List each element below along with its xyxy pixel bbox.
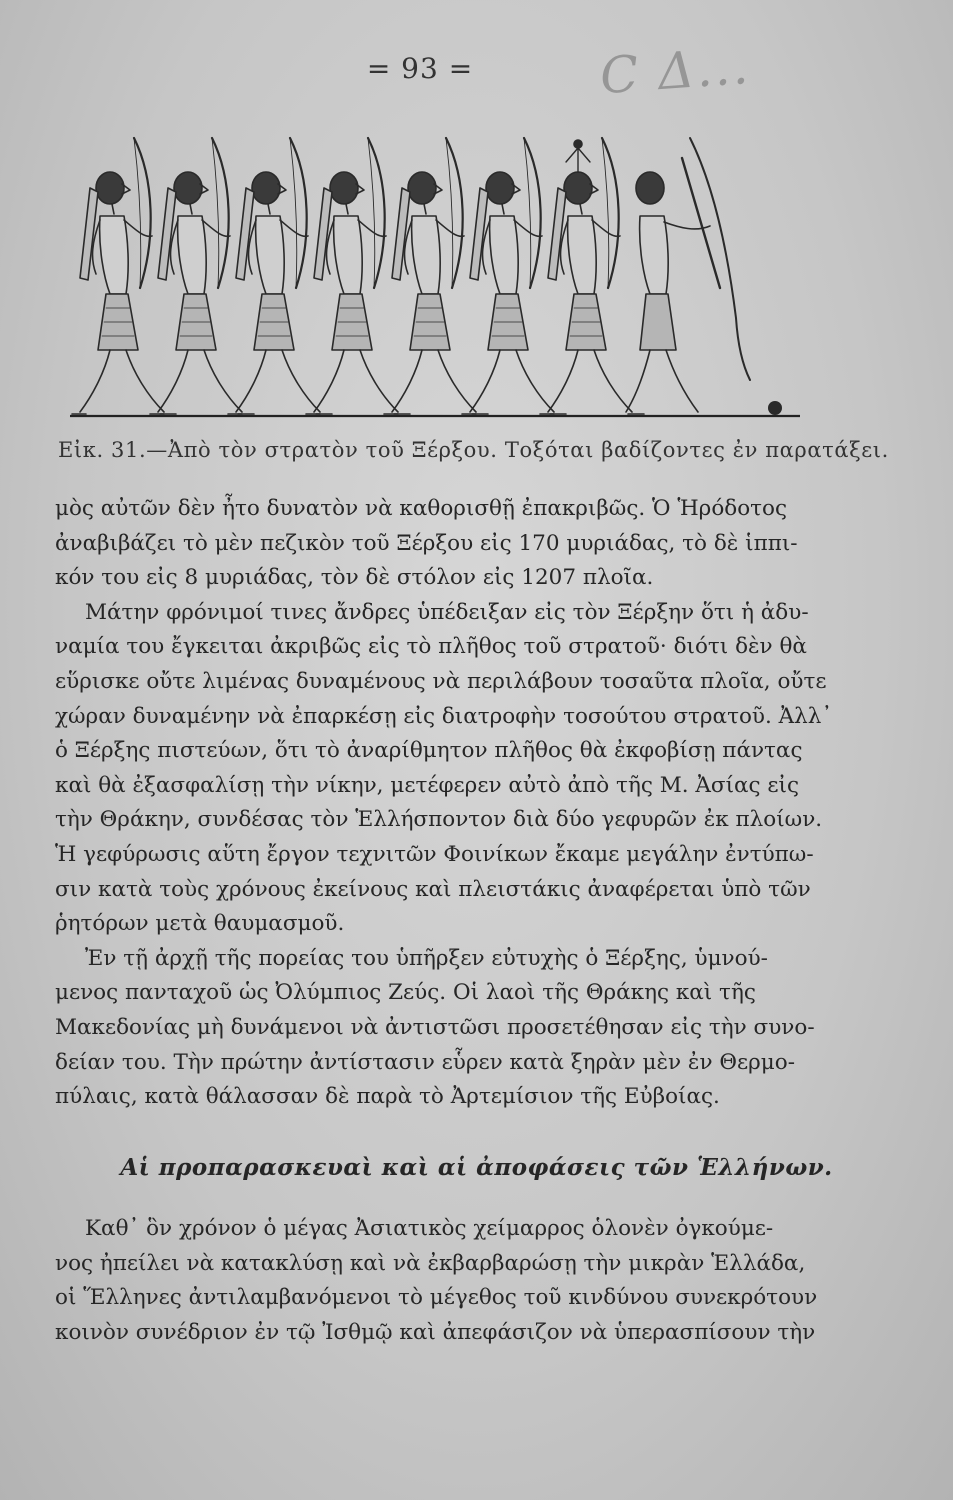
text-line: Μάτην φρόνιμοί τινες ἄνδρες ὑπέδειξαν εἰς τὸν Ξέρξην ὅτι ἡ ἀδυ-	[85, 599, 809, 625]
text-line: νος ἠπείλει νὰ κατακλύσῃ καὶ νὰ ἐκβαρβαρώσῃ τὴν μικρὰν Ἑλλάδα,	[55, 1250, 806, 1276]
text-line: μὸς αὐτῶν δὲν ἦτο δυνατὸν νὰ καθορισθῇ ἐπακριβῶς. Ὁ Ἡρόδοτος	[55, 496, 788, 521]
text-line: καὶ θὰ ἐξασφαλίσῃ τὴν νίκην, μετέφερεν αὐτὸ ἀπὸ τῆς Μ. Ἀσίας εἰς	[55, 772, 800, 798]
text-line: κοινὸν συνέδριον ἐν τῷ Ἰσθμῷ καὶ ἀπεφάσιζον νὰ ὑπερασπίσουν τὴν	[55, 1319, 816, 1345]
body-text-block	[55, 492, 845, 1115]
archers-drawing	[70, 118, 810, 428]
text-line: σιν κατὰ τοὺς χρόνους ἐκείνους καὶ πλειστάκις ἀναφέρεται ὑπὸ τῶν	[55, 876, 811, 902]
text-line: ὁ Ξέρξης πιστεύων, ὅτι τὸ ἀναρίθμητον πλῆθος θὰ ἐκφοβίσῃ πάντας	[55, 738, 803, 764]
text-line: Καθ᾽ ὃν χρόνον ὁ μέγας Ἀσιατικὸς χείμαρρος ὁλονὲν ὀγκούμε-	[85, 1216, 774, 1241]
handwritten-note: Ϲ Δ...	[598, 36, 752, 106]
text-line: ναμία του ἔγκειται ἀκριβῶς εἰς τὸ πλῆθος τοῦ στρατοῦ· διότι δὲν θὰ	[55, 634, 807, 660]
text-line: μενος πανταχοῦ ὡς Ὀλύμπιος Ζεύς. Οἱ λαοὶ τῆς Θράκης καὶ τῆς	[55, 980, 756, 1006]
text-line: χώραν δυναμένην νὰ ἐπαρκέσῃ εἰς διατροφὴν τοσούτου στρατοῦ. Ἀλλ᾽	[55, 703, 833, 729]
figure-archers-illustration	[70, 118, 810, 428]
body-text-block	[55, 1212, 845, 1350]
text-line: ῥητόρων μετὰ θαυμασμοῦ.	[55, 911, 345, 937]
text-line: Ἡ γεφύρωσις αὕτη ἔργον τεχνιτῶν Φοινίκων ἔκαμε μεγάλην ἐντύπω-	[55, 841, 814, 867]
text-line: δείαν του. Τὴν πρώτην ἀντίστασιν εὗρεν κατὰ ξηρὰν μὲν ἐν Θερμο-	[55, 1049, 795, 1075]
text-line: κόν του εἰς 8 μυριάδας, τὸν δὲ στόλον εἰς 1207 πλοῖα.	[55, 565, 654, 591]
text-line: Ἐν τῇ ἀρχῇ τῆς πορείας του ὑπῆρξεν εὐτυχὴς ὁ Ξέρξης, ὑμνού-	[85, 945, 768, 971]
text-line: εὕρισκε οὔτε λιμένας δυναμένους νὰ περιλάβουν τοσαῦτα πλοῖα, οὔτε	[55, 668, 827, 694]
text-line: πύλαις, κατὰ θάλασσαν δὲ παρὰ τὸ Ἀρτεμίσιον τῆς Εὐβοίας.	[55, 1084, 720, 1110]
section-heading: Αἱ προπαρασκευαὶ καὶ αἱ ἀποφάσεις τῶν Ἑλλήνων.	[120, 1154, 833, 1181]
text-line: Μακεδονίας μὴ δυνάμενοι νὰ ἀντιστῶσι προσετέθησαν εἰς τὴν συνο-	[55, 1014, 815, 1040]
text-line: ἀναβιβάζει τὸ μὲν πεζικὸν τοῦ Ξέρξου εἰς 170 μυριάδας, τὸ δὲ ἱππι-	[55, 530, 798, 556]
text-line: τὴν Θράκην, συνδέσας τὸν Ἑλλήσποντον διὰ δύο γεφυρῶν ἐκ πλοίων.	[55, 807, 823, 833]
text-line: οἱ Ἕλληνες ἀντιλαμβανόμενοι τὸ μέγεθος τοῦ κινδύνου συνεκρότουν	[55, 1285, 818, 1311]
page-number: = 93 =	[366, 52, 474, 85]
figure-caption: Εἰκ. 31.—Ἀπὸ τὸν στρατὸν τοῦ Ξέρξου. Τοξόται βαδίζοντες ἐν παρατάξει.	[58, 438, 889, 462]
